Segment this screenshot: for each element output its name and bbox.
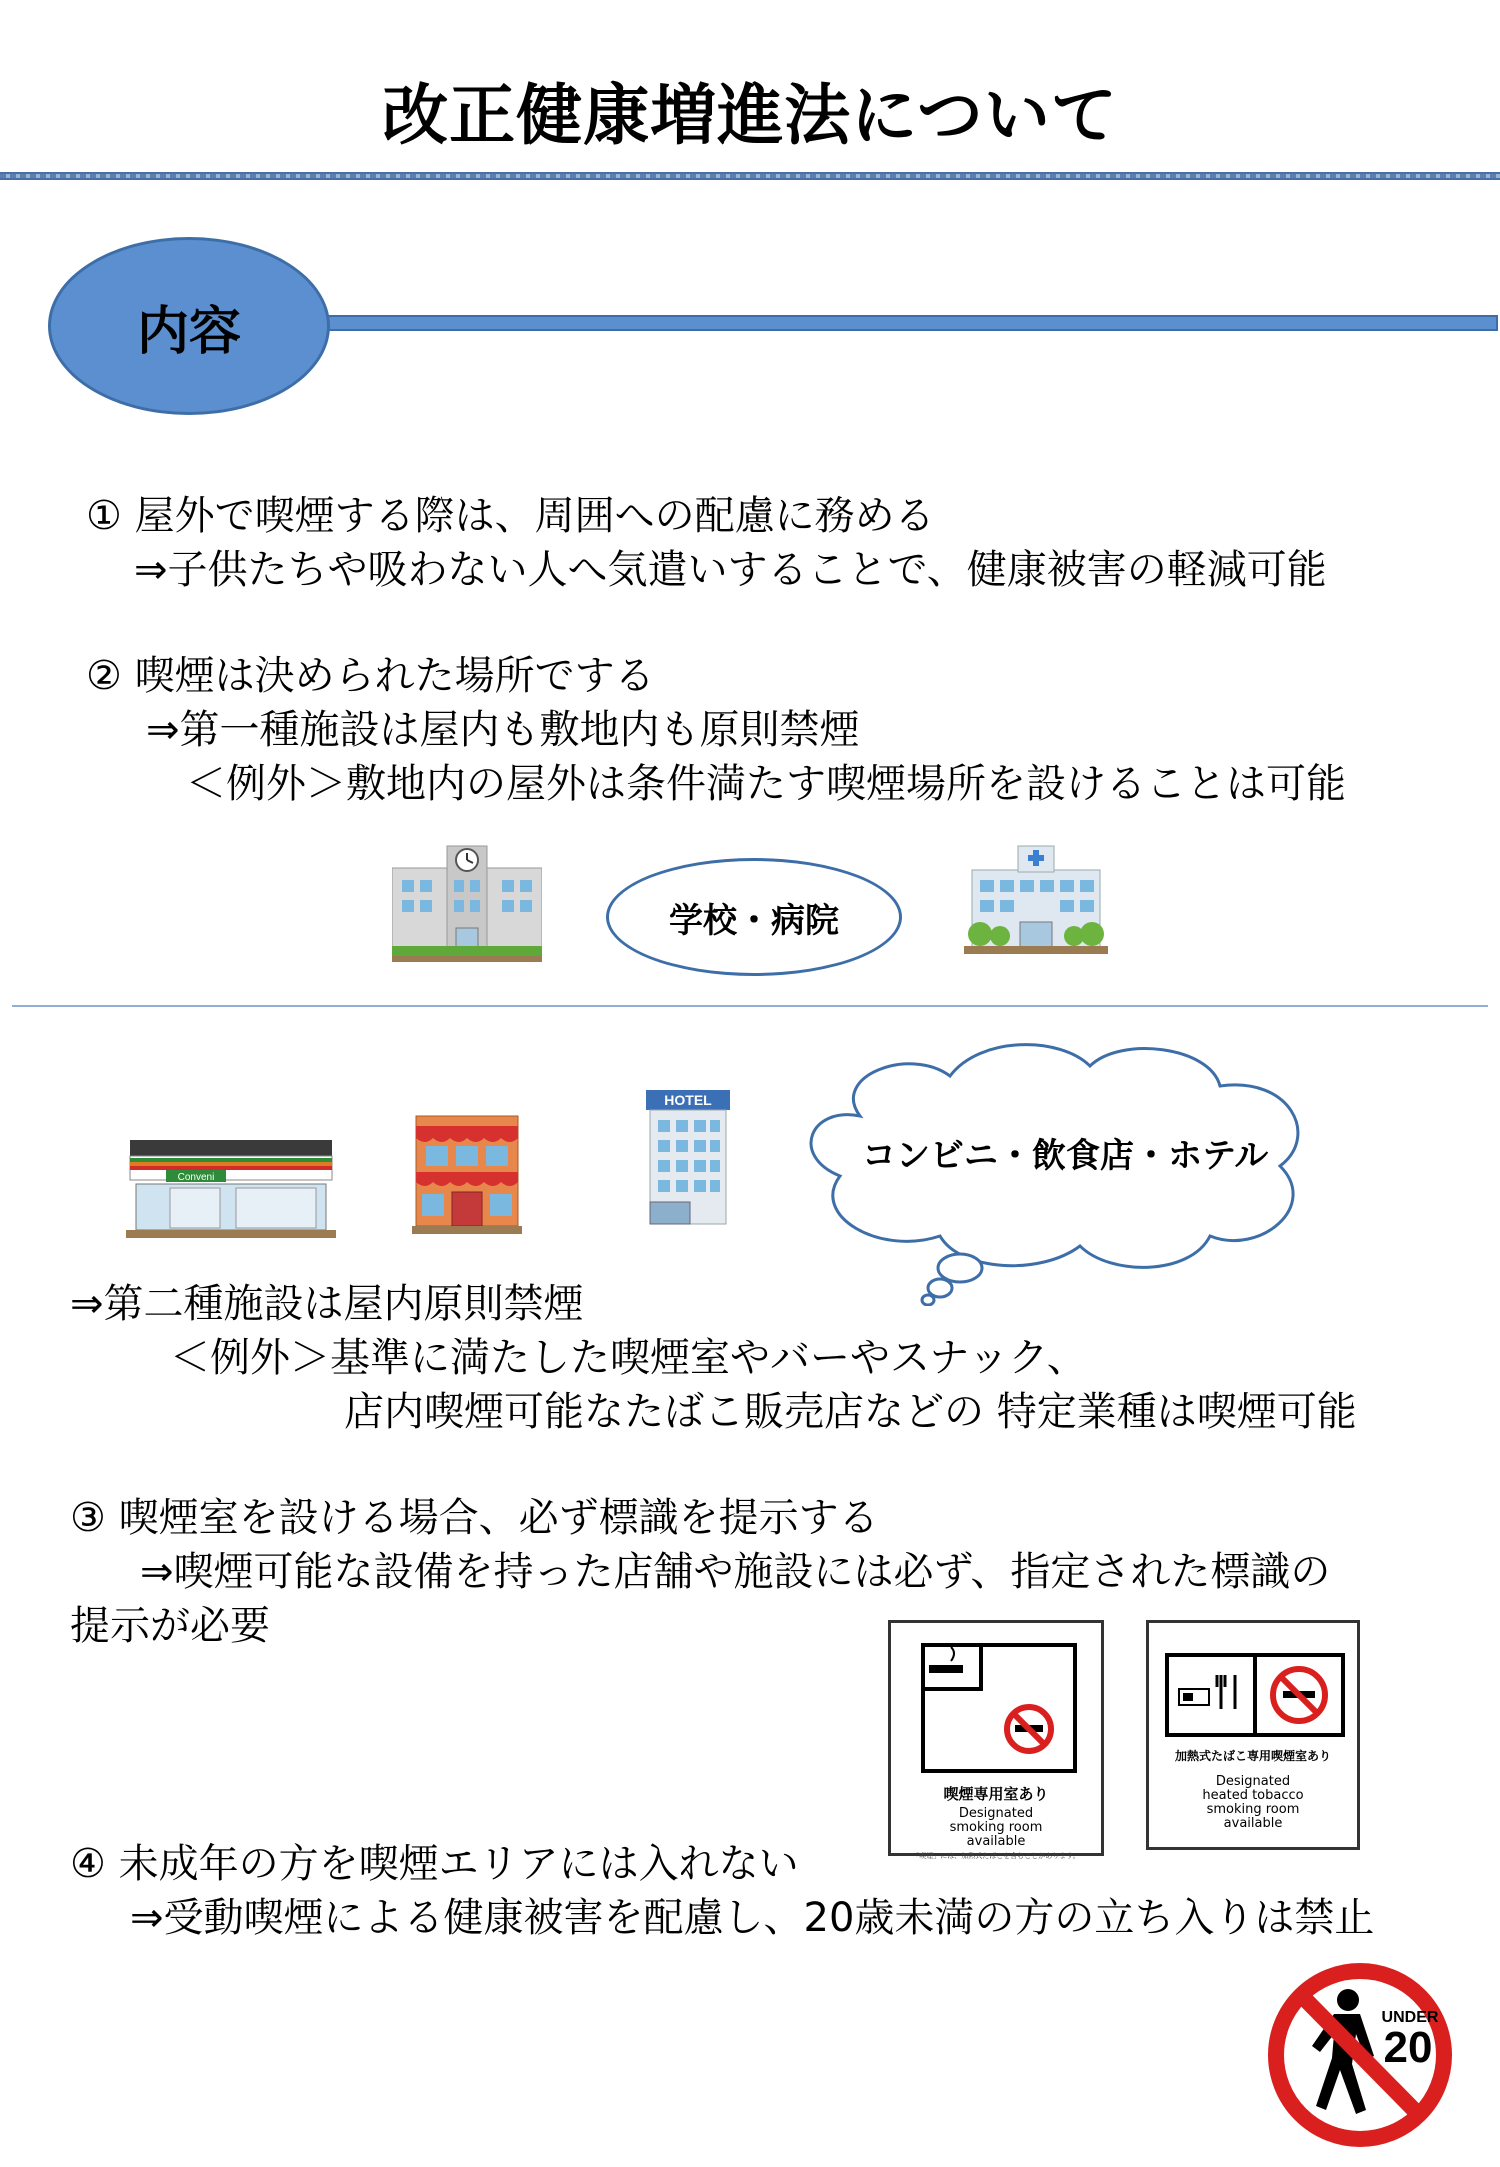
- heated-tobacco-room-sign: [1146, 1620, 1360, 1850]
- sign2-en-line2: heated tobacco: [1202, 1788, 1304, 1803]
- convenience-sign: Conveni: [177, 1172, 215, 1183]
- type2-exception2: 店内喫煙可能なたばこ販売店などの 特定業種は喫煙可能: [344, 1389, 1357, 1435]
- section-bar: [320, 315, 1498, 331]
- item2-exception: ＜例外＞敷地内の屋外は条件満たす喫煙場所を設けることは可能: [186, 761, 1346, 807]
- sign1-en-line3: available: [966, 1834, 1026, 1849]
- sign2-en-line4: available: [1223, 1816, 1283, 1831]
- item4-title: ④ 未成年の方を喫煙エリアには入れない: [70, 1841, 799, 1887]
- smoking-room-sign: [888, 1620, 1104, 1860]
- item4-detail: ⇒受動喫煙による健康被害を配慮し、20歳未満の方の立ち入りは禁止: [130, 1895, 1375, 1941]
- item3-detail-line1: ⇒喫煙可能な設備を持った店舗や施設には必ず、指定された標識の: [140, 1549, 1331, 1595]
- hospital-illustration: [964, 842, 1108, 958]
- facility-group1-label: 学校・病院: [606, 858, 902, 976]
- item2-title: ② 喫煙は決められた場所でする: [86, 653, 655, 699]
- under20-line1: UNDER: [1381, 2009, 1439, 2026]
- item3-title: ③ 喫煙室を設ける場合、必ず標識を提示する: [70, 1495, 879, 1541]
- convenience-store-illustration: [126, 1138, 336, 1238]
- section-label: 内容: [48, 237, 330, 415]
- sign1-jp: 喫煙専用室あり: [943, 1785, 1049, 1803]
- facility-group2-label: コンビニ・飲食店・ホテル: [862, 1136, 1269, 1176]
- sign1-note: 「喫煙」には、加熱式たばこを含むことがあります。: [912, 1852, 1080, 1860]
- section-divider: [12, 1005, 1488, 1007]
- item1-detail: ⇒子供たちや吸わない人へ気遣いすることで、健康被害の軽減可能: [134, 547, 1327, 593]
- sign1-en-line2: smoking room: [949, 1820, 1043, 1835]
- under20-line2: 20: [1383, 2023, 1433, 2072]
- heated-tobacco-pictogram: [1165, 1653, 1345, 1737]
- page-title: 改正健康増進法について: [382, 77, 1118, 154]
- item1-title: ① 屋外で喫煙する際は、周囲への配慮に務める: [86, 493, 935, 539]
- under20-prohibited-icon: [1262, 1960, 1458, 2150]
- sign2-en-line3: smoking room: [1206, 1802, 1300, 1817]
- sign2-jp: 加熱式たばこ専用喫煙室あり: [1174, 1749, 1331, 1763]
- item3-detail-line2: 提示が必要: [70, 1603, 270, 1649]
- item2-detail: ⇒第一種施設は屋内も敷地内も原則禁煙: [146, 707, 860, 753]
- restaurant-illustration: [412, 1112, 522, 1234]
- type2-detail: ⇒第二種施設は屋内原則禁煙: [70, 1281, 584, 1327]
- sign1-en-line1: Designated: [958, 1806, 1034, 1821]
- title-rule: [0, 172, 1500, 180]
- type2-exception1: ＜例外＞基準に満たした喫煙室やバーやスナック、: [170, 1335, 1087, 1381]
- smoking-room-pictogram: [921, 1643, 1077, 1773]
- hotel-sign: HOTEL: [664, 1092, 712, 1108]
- hotel-illustration: [646, 1090, 730, 1230]
- school-illustration: [392, 838, 542, 962]
- sign2-en-line1: Designated: [1215, 1774, 1291, 1789]
